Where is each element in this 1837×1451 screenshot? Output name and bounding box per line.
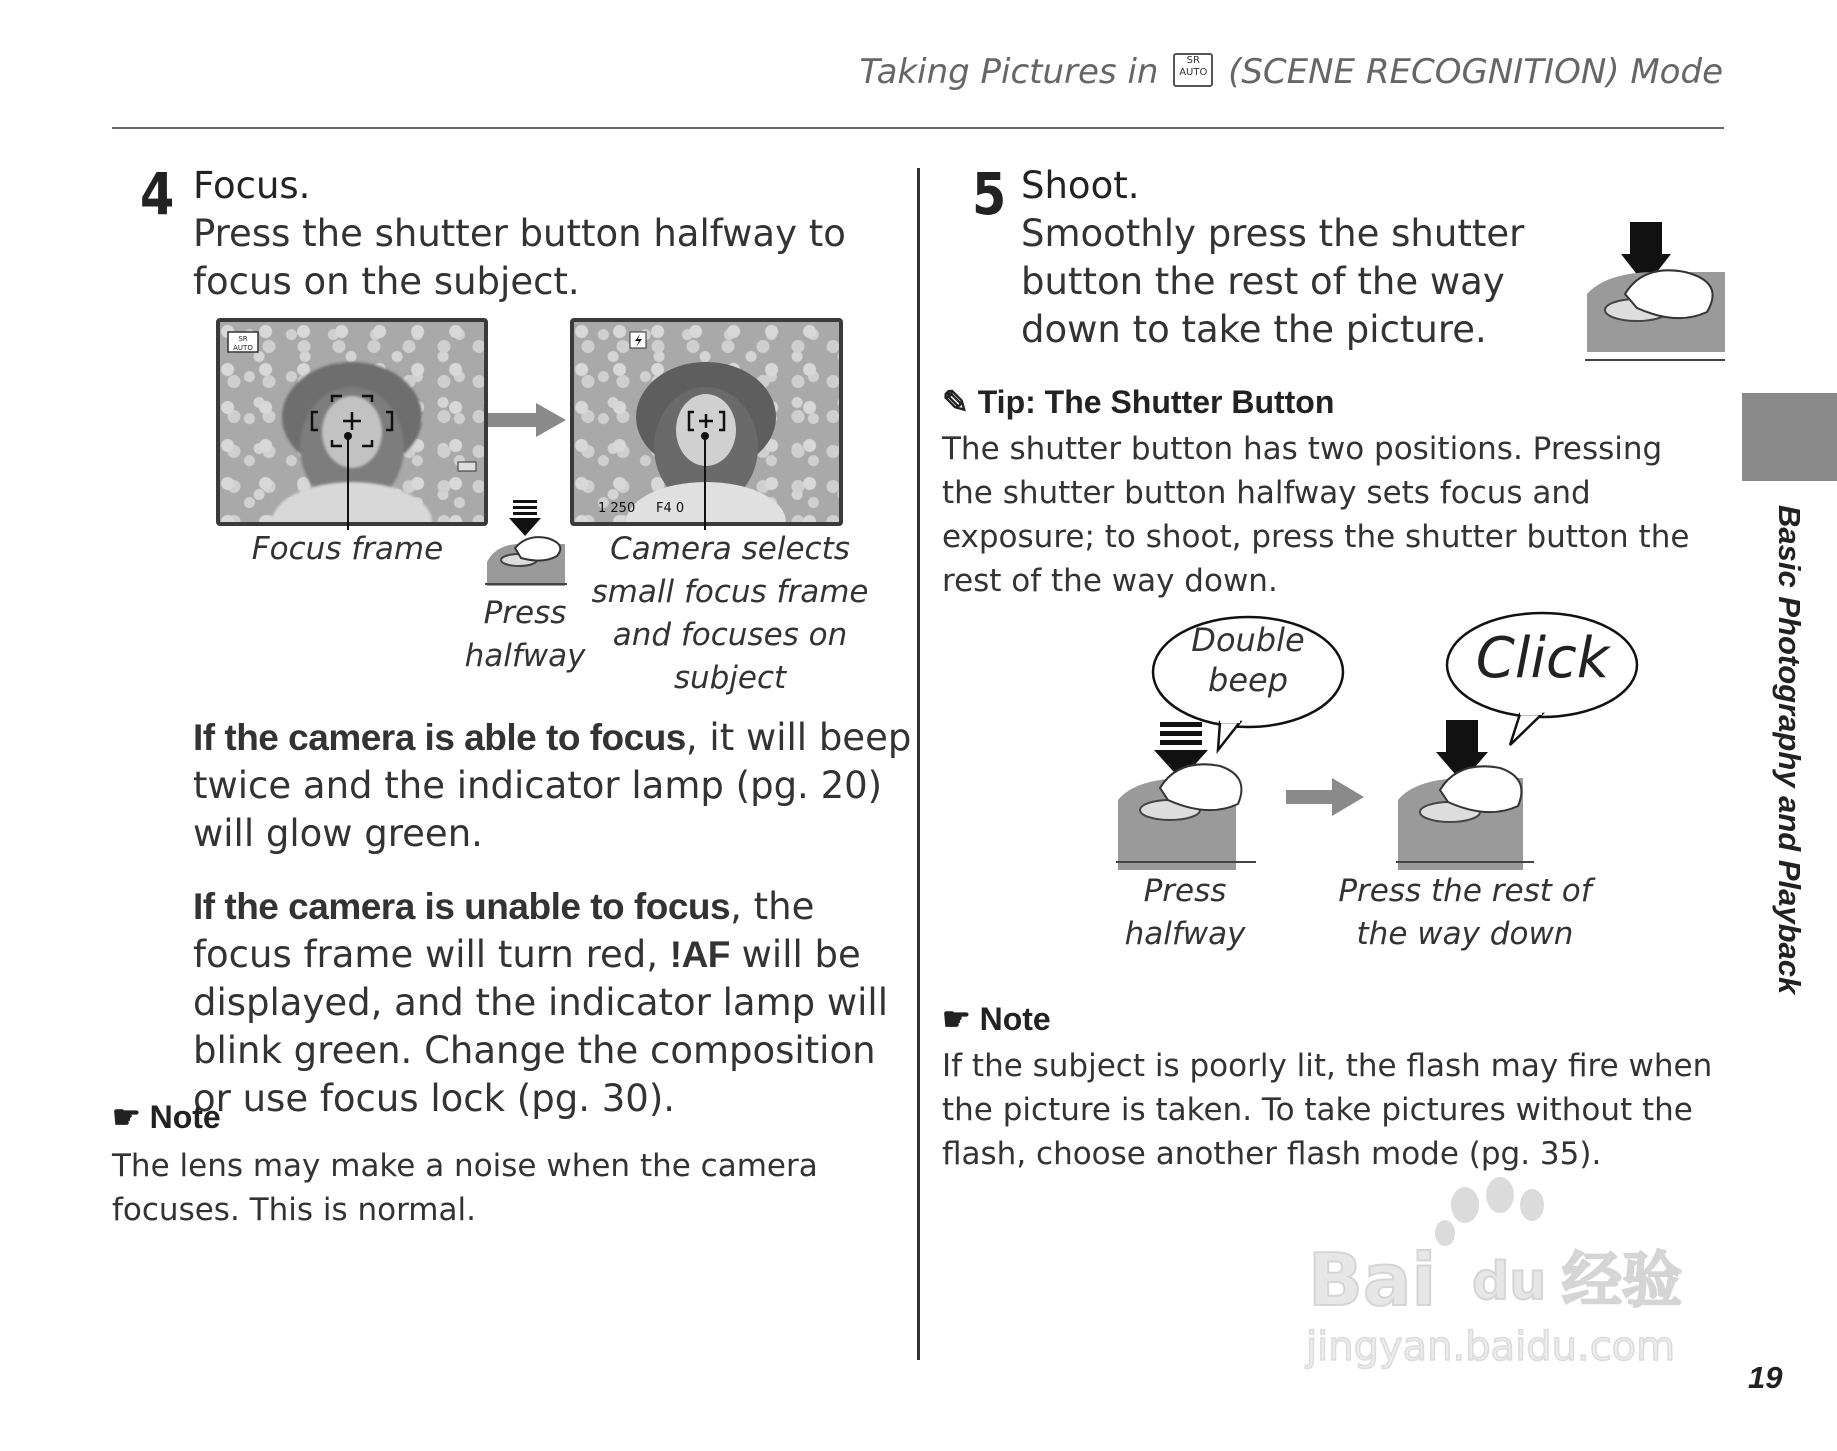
step-5-title: Shoot. (1021, 164, 1140, 207)
unable-to-focus-paragraph (193, 883, 913, 1123)
bubble-click: Click (1475, 626, 1610, 691)
tip-text: The shutter button has two positions. Pressing the shutter button halfway sets focus and exposure; to shoot, press the shutter button the rest of the way down. (942, 431, 1690, 599)
unable-to-focus-rest: will be displayed, and the indicator lamp will blink green. Change the composition or use focus lock (pg. 30). (193, 933, 888, 1120)
column-divider (917, 168, 920, 1360)
able-to-focus-paragraph (193, 714, 913, 858)
svg-text:F4 0: F4 0 (656, 501, 685, 516)
unable-to-focus-bold: If the camera is unable to focus (193, 886, 731, 927)
step-4-title: Focus. (193, 164, 311, 207)
baidu-watermark (1300, 1175, 1730, 1375)
step-4-number: 4 (140, 160, 175, 228)
step-5-number: 5 (972, 160, 1007, 228)
header-title-prefix: Taking Pictures in (859, 52, 1159, 92)
caption-press-halfway: Press halfway (464, 595, 586, 674)
tip-heading: ✎ Tip: The Shutter Button (942, 384, 1335, 420)
step-5-text: Smoothly press the shutter button the rest of the way down to take the picture. (1021, 212, 1525, 351)
chapter-label: Basic Photography and Playback (1772, 505, 1807, 995)
step-4-text: Press the shutter button halfway to focus on the subject. (193, 212, 846, 303)
svg-text:Bai: Bai (1308, 1238, 1437, 1322)
scene-recognition-mode-icon: SR AUTO (1173, 53, 1213, 87)
svg-text:1 250: 1 250 (598, 501, 636, 516)
shutter-press-full-icon (1585, 214, 1725, 364)
bubble-double-beep: Double beep (1191, 621, 1305, 699)
able-to-focus-bold: If the camera is able to focus (193, 717, 686, 758)
svg-text:经验: 经验 (1562, 1246, 1682, 1316)
header-rule (112, 127, 1724, 129)
caption-press-halfway-2: Press halfway (1124, 873, 1246, 952)
svg-text:jingyan.baidu.com: jingyan.baidu.com (1306, 1324, 1676, 1370)
able-to-focus-rest: , it will beep twice and the indicator lamp (pg. 20) will glow green. (193, 716, 912, 855)
af-warning-icon: !AF (669, 934, 730, 975)
step-4-note-text: The lens may make a noise when the camera focuses. This is normal. (112, 1148, 818, 1228)
unable-to-focus-mid: , the focus frame will turn red, (193, 885, 815, 976)
pointing-hand-icon: ☛ (942, 1001, 971, 1037)
page-number: 19 (1748, 1360, 1783, 1395)
step-5-note-heading: ☛ Note (942, 1001, 1051, 1037)
svg-text:AUTO: AUTO (233, 344, 253, 352)
caption-press-rest: Press the rest of the way down (1338, 873, 1592, 952)
svg-text:du: du (1472, 1252, 1547, 1312)
caption-focus-frame: Focus frame (251, 531, 444, 567)
caption-camera-selects: Camera selects small focus frame and focuses on subject (591, 531, 869, 696)
tip-memo-icon: ✎ (942, 384, 969, 420)
header-title-suffix: (SCENE RECOGNITION) Mode (1228, 52, 1723, 92)
svg-text:SR: SR (238, 335, 248, 343)
step-5-note-text: If the subject is poorly lit, the flash may fire when the picture is taken. To take pictures without the flash, choose another flash mode (pg. 35). (942, 1048, 1713, 1172)
shutter-press-halfway-icon (485, 500, 567, 588)
step-4-note-heading: ☛ Note (112, 1099, 221, 1135)
chapter-tab (1742, 393, 1837, 481)
running-header (859, 52, 1723, 92)
pointing-hand-icon: ☛ (112, 1099, 141, 1135)
